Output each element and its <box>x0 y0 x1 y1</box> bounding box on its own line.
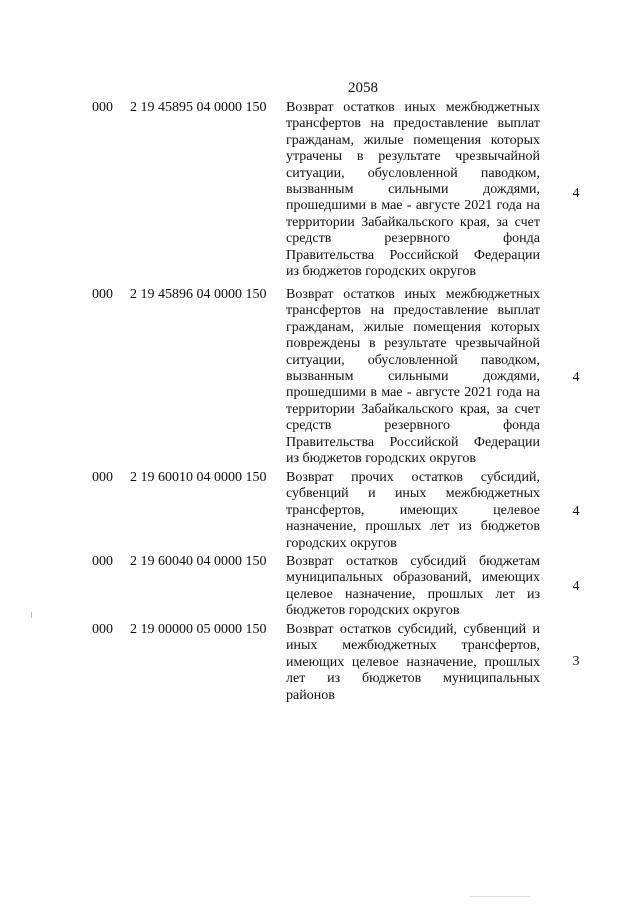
description-line: трансфертов на предоставление выплат <box>286 116 540 132</box>
row-value: 3 <box>572 654 580 669</box>
description-line: имеющих целевое назначение, прошлых <box>286 654 540 670</box>
description-line: муниципальных образований, имеющих <box>286 570 540 586</box>
page-number: 2058 <box>348 80 378 96</box>
description-line: средств резервного фонда <box>286 418 540 434</box>
kbk-code: 2 19 60040 04 0000 150 <box>130 554 267 569</box>
description-line: бюджетов городских округов <box>286 603 460 619</box>
description-line: лет из бюджетов муниципальных <box>286 671 540 687</box>
description-line: Возврат остатков субсидий бюджетам <box>286 554 540 569</box>
description-line: повреждены в результате чрезвычайной <box>286 336 540 352</box>
admin-code: 000 <box>92 100 113 115</box>
row-description <box>286 100 540 280</box>
kbk-code: 2 19 00000 05 0000 150 <box>130 622 267 637</box>
kbk-code: 2 19 45895 04 0000 150 <box>130 100 267 115</box>
description-line: целевое назначение, прошлых лет из <box>286 586 540 602</box>
description-line: утрачены в результате чрезвычайной <box>286 149 540 165</box>
description-line: Возврат остатков субсидий, субвенций и <box>286 622 540 637</box>
description-line: гражданам, жилые помещения которых <box>286 132 540 148</box>
scan-speck <box>31 612 32 618</box>
description-line: трансфертов на предоставление выплат <box>286 303 540 319</box>
description-line: Возврат остатков иных межбюджетных <box>286 287 540 302</box>
description-line: Возврат остатков иных межбюджетных <box>286 100 540 115</box>
description-line: назначение, прошлых лет из бюджетов <box>286 519 540 535</box>
description-line: Правительства Российской Федерации <box>286 247 540 263</box>
admin-code: 000 <box>92 554 113 569</box>
description-line: ситуации, обусловленной паводком, <box>286 165 540 181</box>
row-description <box>286 622 540 704</box>
description-line: субвенций и иных межбюджетных <box>286 486 540 502</box>
admin-code: 000 <box>92 622 113 637</box>
description-line: вызванным сильными дождями, <box>286 369 540 385</box>
description-line: территории Забайкальского края, за счет <box>286 401 540 417</box>
description-line: вызванным сильными дождями, <box>286 182 540 198</box>
description-line: территории Забайкальского края, за счет <box>286 214 540 230</box>
description-line: районов <box>286 687 335 703</box>
description-line: прошедшими в мае - августе 2021 года на <box>286 385 540 401</box>
description-line: гражданам, жилые помещения которых <box>286 319 540 335</box>
admin-code: 000 <box>92 287 113 302</box>
description-line: прошедшими в мае - августе 2021 года на <box>286 198 540 214</box>
row-value: 4 <box>572 579 580 594</box>
row-description <box>286 554 540 620</box>
kbk-code: 2 19 45896 04 0000 150 <box>130 287 267 302</box>
description-line: Возврат прочих остатков субсидий, <box>286 470 540 485</box>
description-line: из бюджетов городских округов <box>286 451 477 467</box>
row-description <box>286 470 540 552</box>
row-value: 4 <box>572 186 580 201</box>
description-line: трансфертов, имеющих целевое <box>286 502 540 518</box>
description-line: из бюджетов городских округов <box>286 264 477 280</box>
description-line: ситуации, обусловленной паводком, <box>286 352 540 368</box>
admin-code: 000 <box>92 470 113 485</box>
scan-speck <box>470 896 530 897</box>
kbk-code: 2 19 60010 04 0000 150 <box>130 470 267 485</box>
description-line: городских округов <box>286 535 397 551</box>
row-value: 4 <box>572 370 580 385</box>
row-value: 4 <box>572 504 580 519</box>
description-line: Правительства Российской Федерации <box>286 434 540 450</box>
description-line: средств резервного фонда <box>286 231 540 247</box>
description-line: иных межбюджетных трансфертов, <box>286 638 540 654</box>
row-description <box>286 287 540 467</box>
